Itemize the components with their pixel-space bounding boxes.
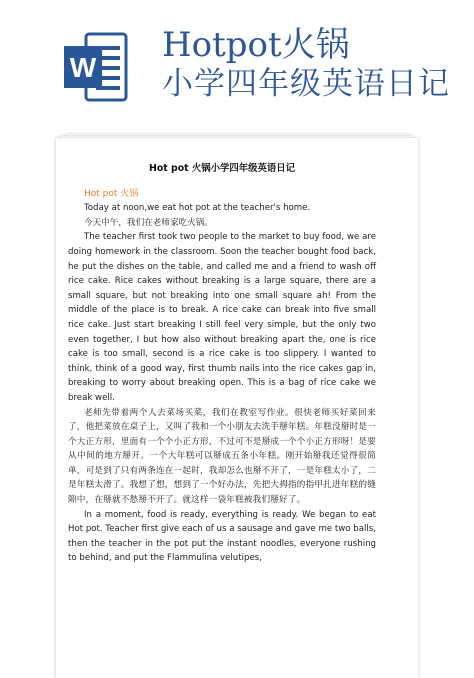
svg-text:W: W bbox=[69, 52, 97, 83]
paragraph: 老师先带着两个人去菜场买菜，我们在教室写作业。很快老师买好菜回来了，他把菜放在桌子上，又叫了我和一个小朋友去洗手掰年糕。年糕没掰时是一个大正方形，里面有一个个小正方形，不过可不是掰成一个个小正方形呀！是要从中间的地方掰开。一个大年糕可以掰成五条小年糕。刚开始掰我还觉得很简单，可是到了只有两条连在一起时，我却怎么也掰不开了，一是年糕太小了，二是年糕太滑了。我想了想，想到了一个好办法，先把大拇指的指甲扎进年糕的缝隙中，在掰就不愁掰不开了。就这样一袋年糕被我们掰好了。 bbox=[68, 407, 376, 506]
paragraph: The teacher first took two people to the market to buy food, we are doing homework in the classroom. Soon the teacher bought food back, he put the dishes on the table, and called me and a friend to wash off rice cake. Rice cakes without breaking is a large square, there are a small square, but not breaking into one small square ah! From the middle of the place is to break. A rice cake can break into five small rice cake. Just start breaking I still feel very simple, but the only two even together, I but how also without breaking apart the, one is rice cake is too small, second is a rice cake is too slippery. I wanted to think, think of a good way, first thumb nails into the rice cakes gap in, breaking to worry about breaking open. This is a bag of rice cake we break well. bbox=[68, 232, 376, 403]
banner-title bbox=[162, 25, 450, 102]
paragraph: In a moment, food is ready, everything is ready. We began to eat Hot pot. Teacher first give each of us a sausage and gave me two balls, then the teacher in the pot put the instant noodles, everyone rushing to behind, and put the Flammulina velutipes, bbox=[68, 509, 376, 564]
document-subheading: Hot pot 火锅 bbox=[84, 188, 139, 199]
paragraph: 今天中午，我们在老师家吃火锅。 bbox=[84, 217, 213, 228]
word-document-icon bbox=[64, 32, 128, 102]
banner bbox=[0, 0, 474, 130]
banner-title-line2: 小学四年级英语日记 bbox=[162, 65, 450, 102]
document-title: Hot pot 火锅小学四年级英语日记 bbox=[148, 163, 296, 174]
document-body bbox=[68, 162, 376, 566]
banner-title-line1: Hotpot火锅 bbox=[162, 25, 350, 65]
paragraph: Today at noon,we eat hot pot at the teacher's home. bbox=[84, 203, 311, 214]
